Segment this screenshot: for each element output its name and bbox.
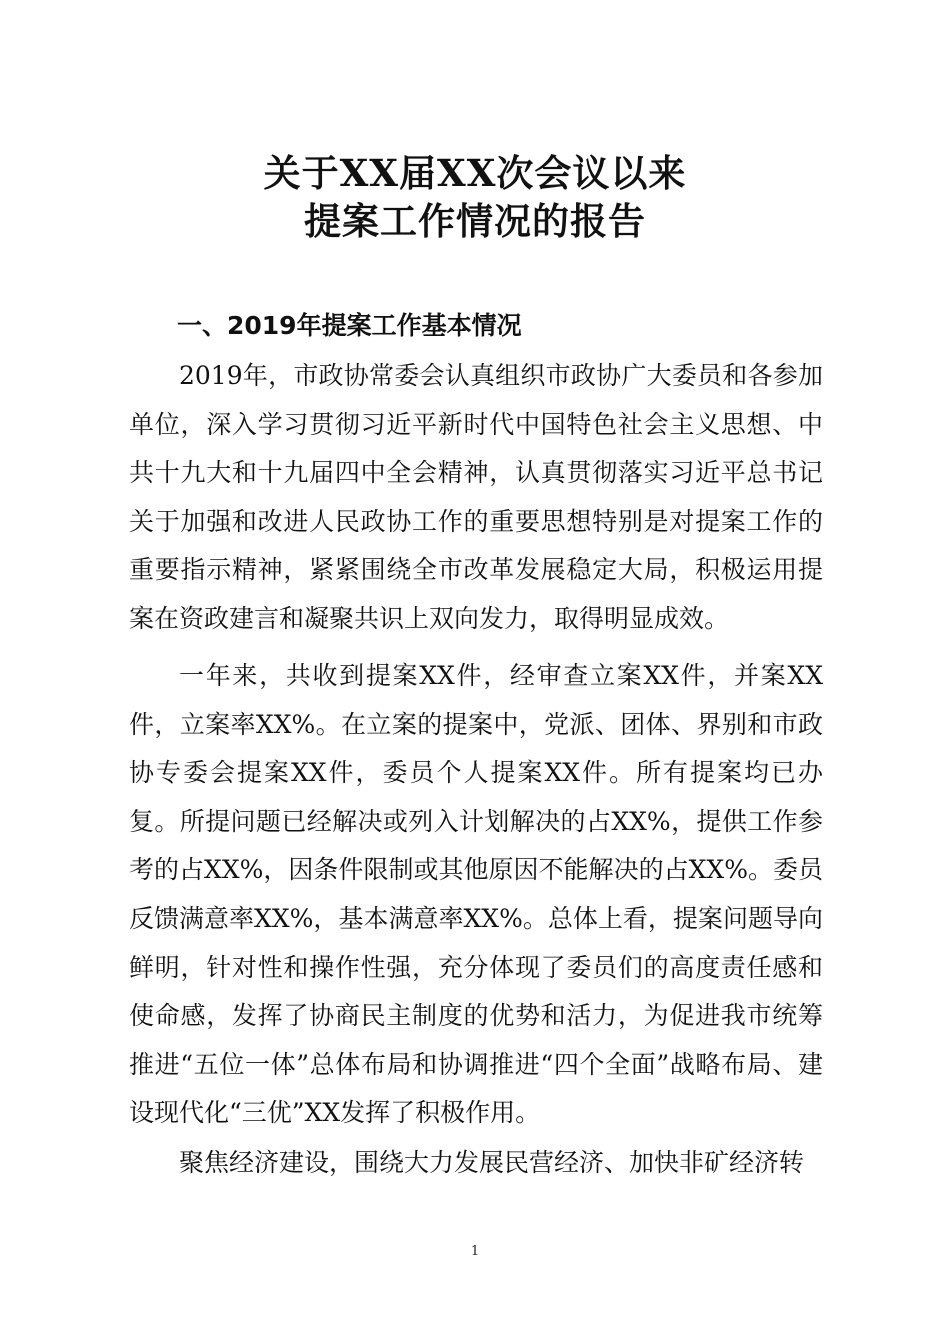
document-title-line-2: 提案工作情况的报告 [304, 199, 646, 243]
section-heading: 一、2019年提案工作基本情况 [177, 311, 522, 340]
paragraph-block [129, 352, 823, 644]
paragraph-2: 一年来，共收到提案XX件，经审查立案XX件，并案XX件，立案率XX%。在立案的提案中，党派、团体、界别和市政协专委会提案XX件，委员个人提案XX件。所有提案均已办复。所提问题已经解决或列入计划解决的占XX%，提供工作参考的占XX%，因条件限制或其他原因不能解决的占XX%。委员反馈满意率XX%，基本满意率XX%。总体上看，提案问题导向鲜明，针对性和操作性强，充分体现了委员们的高度责任感和使命感，发挥了协商民主制度的优势和活力，为促进我市统筹推进“五位一体”总体布局和协调推进“四个全面”战略布局、建设现代化“三优”XX发挥了积极作用。 [129, 661, 823, 1128]
paragraph-block [129, 652, 823, 1138]
paragraph-3: 聚焦经济建设，围绕大力发展民营经济、加快非矿经济转 [179, 1148, 805, 1177]
paragraph-1: 2019年，市政协常委会认真组织市政协广大委员和各参加单位，深入学习贯彻习近平新时代中国特色社会主义思想、中共十九大和十九届四中全会精神，认真贯彻落实习近平总书记关于加强和改进人民政协工作的重要思想特别是对提案工作的重要指示精神，紧紧围绕全市改革发展稳定大局，积极运用提案在资政建言和凝聚共识上双向发力，取得明显成效。 [129, 361, 823, 633]
page-number: 1 [470, 1244, 480, 1259]
document-title-line-1: 关于XX届XX次会议以来 [263, 151, 687, 195]
paragraph-block [129, 1139, 823, 1188]
